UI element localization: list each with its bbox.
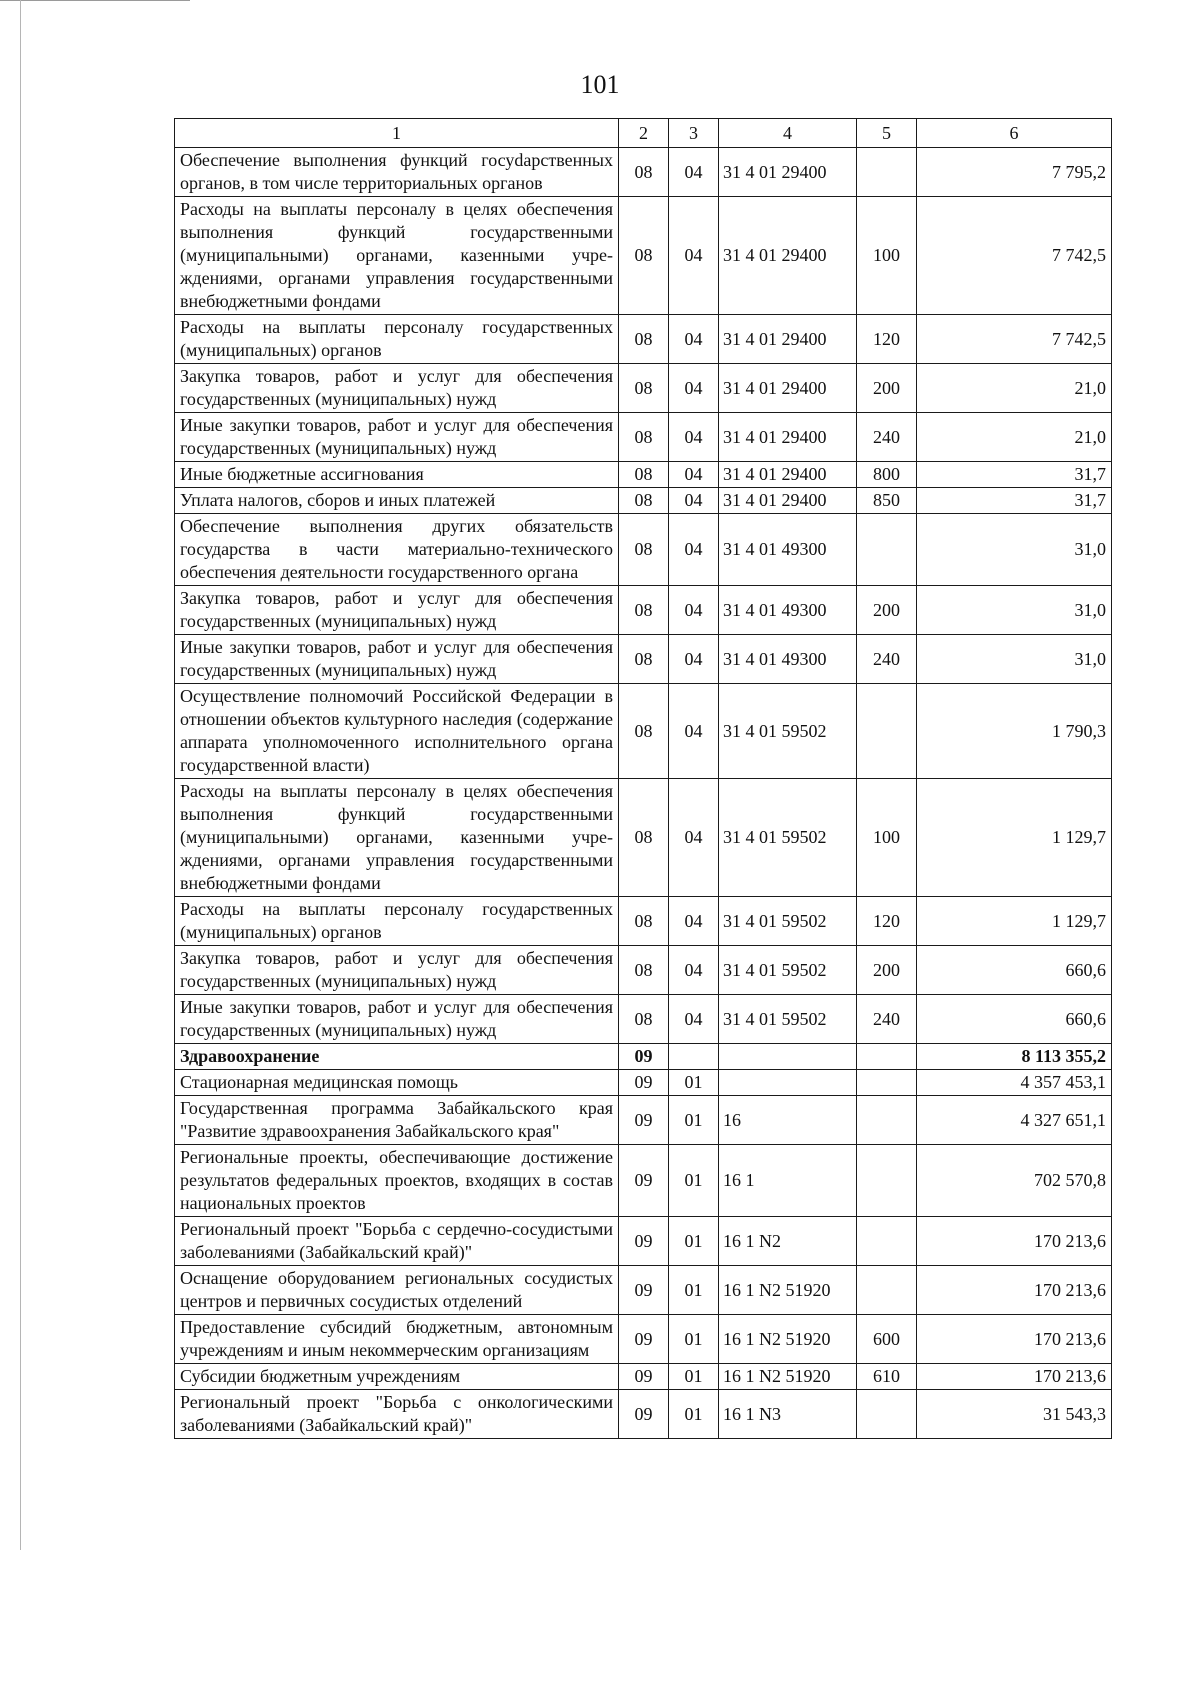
cell-amount: 31 543,3 bbox=[917, 1390, 1112, 1439]
cell-expense-type: 200 bbox=[857, 586, 917, 635]
cell-subsection: 01 bbox=[669, 1070, 719, 1096]
cell-expense-type: 100 bbox=[857, 197, 917, 315]
cell-target: 16 1 N2 bbox=[719, 1217, 857, 1266]
cell-section: 08 bbox=[619, 995, 669, 1044]
cell-amount: 170 213,6 bbox=[917, 1217, 1112, 1266]
cell-amount: 7 742,5 bbox=[917, 197, 1112, 315]
cell-amount: 1 790,3 bbox=[917, 684, 1112, 779]
cell-amount: 31,7 bbox=[917, 462, 1112, 488]
cell-name: Иные закупки товаров, работ и услуг для обеспечения государственных (муниципальных) нужд bbox=[175, 413, 619, 462]
cell-expense-type: 600 bbox=[857, 1315, 917, 1364]
cell-name: Уплата налогов, сборов и иных платежей bbox=[175, 488, 619, 514]
cell-target: 31 4 01 49300 bbox=[719, 635, 857, 684]
header-cell-section: 2 bbox=[619, 119, 669, 148]
cell-target: 31 4 01 49300 bbox=[719, 514, 857, 586]
cell-subsection: 01 bbox=[669, 1390, 719, 1439]
cell-name: Расходы на выплаты персоналу государственных (муниципальных) органов bbox=[175, 897, 619, 946]
cell-target bbox=[719, 1070, 857, 1096]
table-row bbox=[175, 1266, 1112, 1315]
table-body bbox=[175, 119, 1112, 1439]
cell-expense-type bbox=[857, 514, 917, 586]
cell-name: Осуществление полномочий Российской Федерации в отношении объектов культурного наследия (содержание аппарата уполномоченного исполнительного органа государственной власти) bbox=[175, 684, 619, 779]
cell-target: 31 4 01 49300 bbox=[719, 586, 857, 635]
cell-subsection: 04 bbox=[669, 684, 719, 779]
table-row bbox=[175, 1364, 1112, 1390]
cell-amount: 1 129,7 bbox=[917, 897, 1112, 946]
cell-target: 31 4 01 59502 bbox=[719, 897, 857, 946]
cell-amount: 702 570,8 bbox=[917, 1145, 1112, 1217]
cell-section: 09 bbox=[619, 1145, 669, 1217]
cell-section: 09 bbox=[619, 1096, 669, 1145]
table-row bbox=[175, 779, 1112, 897]
cell-name: Стационарная медицинская помощь bbox=[175, 1070, 619, 1096]
cell-subsection: 01 bbox=[669, 1145, 719, 1217]
table-row bbox=[175, 1315, 1112, 1364]
cell-subsection: 04 bbox=[669, 462, 719, 488]
table-row bbox=[175, 197, 1112, 315]
table-row bbox=[175, 462, 1112, 488]
cell-name: Иные закупки товаров, работ и услуг для обеспечения государственных (муниципальных) нужд bbox=[175, 995, 619, 1044]
cell-target: 16 bbox=[719, 1096, 857, 1145]
header-cell-name: 1 bbox=[175, 119, 619, 148]
cell-expense-type bbox=[857, 1070, 917, 1096]
table-row bbox=[175, 897, 1112, 946]
cell-expense-type bbox=[857, 1390, 917, 1439]
cell-expense-type: 100 bbox=[857, 779, 917, 897]
cell-expense-type: 200 bbox=[857, 946, 917, 995]
cell-name: Расходы на выплаты персоналу в целях обеспечения выполнения функций государственными (муниципальными) органами, казенными учреждениями, органами управления государственными внебюджетными фондами bbox=[175, 197, 619, 315]
cell-name: Обеспечение выполнения других обязательств государства в части материально-технического обеспечения деятельности государственного органа bbox=[175, 514, 619, 586]
cell-name: Оснащение оборудованием региональных сосудистых центров и первичных сосудистых отделений bbox=[175, 1266, 619, 1315]
cell-section: 09 bbox=[619, 1364, 669, 1390]
cell-name: Региональный проект "Борьба с сердечно-сосудистыми заболеваниями (Забайкальский край)" bbox=[175, 1217, 619, 1266]
cell-subsection: 04 bbox=[669, 635, 719, 684]
table-row bbox=[175, 315, 1112, 364]
cell-amount: 21,0 bbox=[917, 364, 1112, 413]
cell-subsection: 04 bbox=[669, 897, 719, 946]
cell-section: 08 bbox=[619, 488, 669, 514]
cell-target: 31 4 01 59502 bbox=[719, 995, 857, 1044]
cell-section: 09 bbox=[619, 1217, 669, 1266]
cell-amount: 660,6 bbox=[917, 995, 1112, 1044]
cell-target: 31 4 01 59502 bbox=[719, 779, 857, 897]
cell-expense-type: 240 bbox=[857, 995, 917, 1044]
cell-name: Иные закупки товаров, работ и услуг для обеспечения государственных (муниципальных) нужд bbox=[175, 635, 619, 684]
cell-section: 08 bbox=[619, 413, 669, 462]
cell-amount: 21,0 bbox=[917, 413, 1112, 462]
header-cell-target: 4 bbox=[719, 119, 857, 148]
cell-amount: 7 795,2 bbox=[917, 148, 1112, 197]
cell-section: 09 bbox=[619, 1070, 669, 1096]
table-row bbox=[175, 1044, 1112, 1070]
cell-target bbox=[719, 1044, 857, 1070]
cell-amount: 4 357 453,1 bbox=[917, 1070, 1112, 1096]
cell-amount: 4 327 651,1 bbox=[917, 1096, 1112, 1145]
cell-expense-type: 120 bbox=[857, 897, 917, 946]
cell-target: 16 1 bbox=[719, 1145, 857, 1217]
table-row bbox=[175, 514, 1112, 586]
cell-target: 31 4 01 59502 bbox=[719, 684, 857, 779]
cell-name: Субсидии бюджетным учреждениям bbox=[175, 1364, 619, 1390]
scan-artifact-line bbox=[0, 0, 190, 1]
cell-section: 08 bbox=[619, 684, 669, 779]
cell-expense-type: 610 bbox=[857, 1364, 917, 1390]
cell-subsection: 04 bbox=[669, 197, 719, 315]
cell-section: 08 bbox=[619, 635, 669, 684]
cell-amount: 170 213,6 bbox=[917, 1315, 1112, 1364]
table-header-row bbox=[175, 119, 1112, 148]
cell-expense-type: 850 bbox=[857, 488, 917, 514]
cell-target: 31 4 01 29400 bbox=[719, 148, 857, 197]
cell-name: Закупка товаров, работ и услуг для обеспечения государственных (муниципальных) нужд bbox=[175, 586, 619, 635]
cell-name: Расходы на выплаты персоналу государственных (муниципальных) органов bbox=[175, 315, 619, 364]
cell-section: 08 bbox=[619, 779, 669, 897]
cell-expense-type bbox=[857, 1044, 917, 1070]
cell-subsection: 01 bbox=[669, 1315, 719, 1364]
table-row bbox=[175, 148, 1112, 197]
cell-amount: 31,0 bbox=[917, 635, 1112, 684]
cell-target: 31 4 01 29400 bbox=[719, 462, 857, 488]
cell-expense-type bbox=[857, 684, 917, 779]
cell-expense-type: 240 bbox=[857, 635, 917, 684]
cell-expense-type bbox=[857, 148, 917, 197]
cell-target: 31 4 01 59502 bbox=[719, 946, 857, 995]
cell-amount: 7 742,5 bbox=[917, 315, 1112, 364]
cell-section: 08 bbox=[619, 364, 669, 413]
cell-expense-type: 120 bbox=[857, 315, 917, 364]
cell-amount: 660,6 bbox=[917, 946, 1112, 995]
table-row bbox=[175, 1145, 1112, 1217]
cell-name: Региональный проект "Борьба с онкологическими заболеваниями (Забайкальский край)" bbox=[175, 1390, 619, 1439]
cell-target: 31 4 01 29400 bbox=[719, 488, 857, 514]
cell-section: 09 bbox=[619, 1266, 669, 1315]
table-row bbox=[175, 635, 1112, 684]
cell-amount: 170 213,6 bbox=[917, 1364, 1112, 1390]
cell-amount: 1 129,7 bbox=[917, 779, 1112, 897]
cell-section: 08 bbox=[619, 514, 669, 586]
cell-name: Предоставление субсидий бюджетным, автономным учреждениям и иным некоммерческим организациям bbox=[175, 1315, 619, 1364]
cell-subsection: 04 bbox=[669, 995, 719, 1044]
cell-expense-type bbox=[857, 1217, 917, 1266]
cell-expense-type bbox=[857, 1145, 917, 1217]
cell-section: 09 bbox=[619, 1390, 669, 1439]
table-row bbox=[175, 684, 1112, 779]
cell-amount: 31,0 bbox=[917, 586, 1112, 635]
cell-name: Закупка товаров, работ и услуг для обеспечения государственных (муниципальных) нужд bbox=[175, 946, 619, 995]
cell-section: 08 bbox=[619, 462, 669, 488]
cell-amount: 31,7 bbox=[917, 488, 1112, 514]
cell-amount: 31,0 bbox=[917, 514, 1112, 586]
table-row bbox=[175, 586, 1112, 635]
cell-target: 16 1 N2 51920 bbox=[719, 1364, 857, 1390]
header-cell-amount: 6 bbox=[917, 119, 1112, 148]
cell-name: Закупка товаров, работ и услуг для обеспечения государственных (муниципальных) нужд bbox=[175, 364, 619, 413]
cell-name: Государственная программа Забайкальского края "Развитие здравоохранения Забайкальского края" bbox=[175, 1096, 619, 1145]
cell-section: 08 bbox=[619, 197, 669, 315]
table-row bbox=[175, 1096, 1112, 1145]
cell-section: 08 bbox=[619, 148, 669, 197]
cell-subsection bbox=[669, 1044, 719, 1070]
table-row bbox=[175, 488, 1112, 514]
cell-subsection: 01 bbox=[669, 1364, 719, 1390]
cell-section: 09 bbox=[619, 1315, 669, 1364]
cell-expense-type bbox=[857, 1266, 917, 1315]
table-row bbox=[175, 413, 1112, 462]
cell-subsection: 04 bbox=[669, 413, 719, 462]
cell-expense-type bbox=[857, 1096, 917, 1145]
cell-target: 31 4 01 29400 bbox=[719, 315, 857, 364]
cell-subsection: 04 bbox=[669, 364, 719, 413]
cell-subsection: 04 bbox=[669, 514, 719, 586]
table-row bbox=[175, 946, 1112, 995]
cell-amount: 170 213,6 bbox=[917, 1266, 1112, 1315]
cell-target: 31 4 01 29400 bbox=[719, 197, 857, 315]
table-row bbox=[175, 1217, 1112, 1266]
cell-expense-type: 240 bbox=[857, 413, 917, 462]
cell-section: 08 bbox=[619, 315, 669, 364]
cell-target: 31 4 01 29400 bbox=[719, 413, 857, 462]
cell-name: Иные бюджетные ассигнования bbox=[175, 462, 619, 488]
cell-amount: 8 113 355,2 bbox=[917, 1044, 1112, 1070]
cell-expense-type: 200 bbox=[857, 364, 917, 413]
cell-subsection: 04 bbox=[669, 148, 719, 197]
cell-section: 08 bbox=[619, 897, 669, 946]
cell-section: 08 bbox=[619, 586, 669, 635]
cell-target: 16 1 N2 51920 bbox=[719, 1266, 857, 1315]
table-row bbox=[175, 995, 1112, 1044]
scan-artifact-edge bbox=[20, 0, 21, 1550]
cell-subsection: 04 bbox=[669, 315, 719, 364]
cell-expense-type: 800 bbox=[857, 462, 917, 488]
cell-subsection: 04 bbox=[669, 488, 719, 514]
table-row bbox=[175, 1390, 1112, 1439]
header-cell-subsection: 3 bbox=[669, 119, 719, 148]
cell-subsection: 01 bbox=[669, 1266, 719, 1315]
cell-section: 08 bbox=[619, 946, 669, 995]
cell-name: Расходы на выплаты персоналу в целях обеспечения выполнения функций государственными (муниципальными) органами, казенными учреждениями, органами управления государственными внебюджетными фондами bbox=[175, 779, 619, 897]
cell-name: Обеспечение выполнения функций госуdарственных органов, в том числе территориальных органов bbox=[175, 148, 619, 197]
cell-name: Здравоохранение bbox=[175, 1044, 619, 1070]
cell-subsection: 01 bbox=[669, 1096, 719, 1145]
table-row bbox=[175, 364, 1112, 413]
page-number: 101 bbox=[580, 70, 620, 99]
cell-target: 16 1 N2 51920 bbox=[719, 1315, 857, 1364]
cell-subsection: 04 bbox=[669, 586, 719, 635]
cell-target: 16 1 N3 bbox=[719, 1390, 857, 1439]
cell-target: 31 4 01 29400 bbox=[719, 364, 857, 413]
cell-section: 09 bbox=[619, 1044, 669, 1070]
cell-subsection: 01 bbox=[669, 1217, 719, 1266]
budget-table bbox=[174, 118, 1112, 1439]
cell-subsection: 04 bbox=[669, 946, 719, 995]
cell-name: Региональные проекты, обеспечивающие достижение результатов федеральных проектов, входящих в состав национальных проектов bbox=[175, 1145, 619, 1217]
header-cell-expense-type: 5 bbox=[857, 119, 917, 148]
cell-subsection: 04 bbox=[669, 779, 719, 897]
table-row bbox=[175, 1070, 1112, 1096]
